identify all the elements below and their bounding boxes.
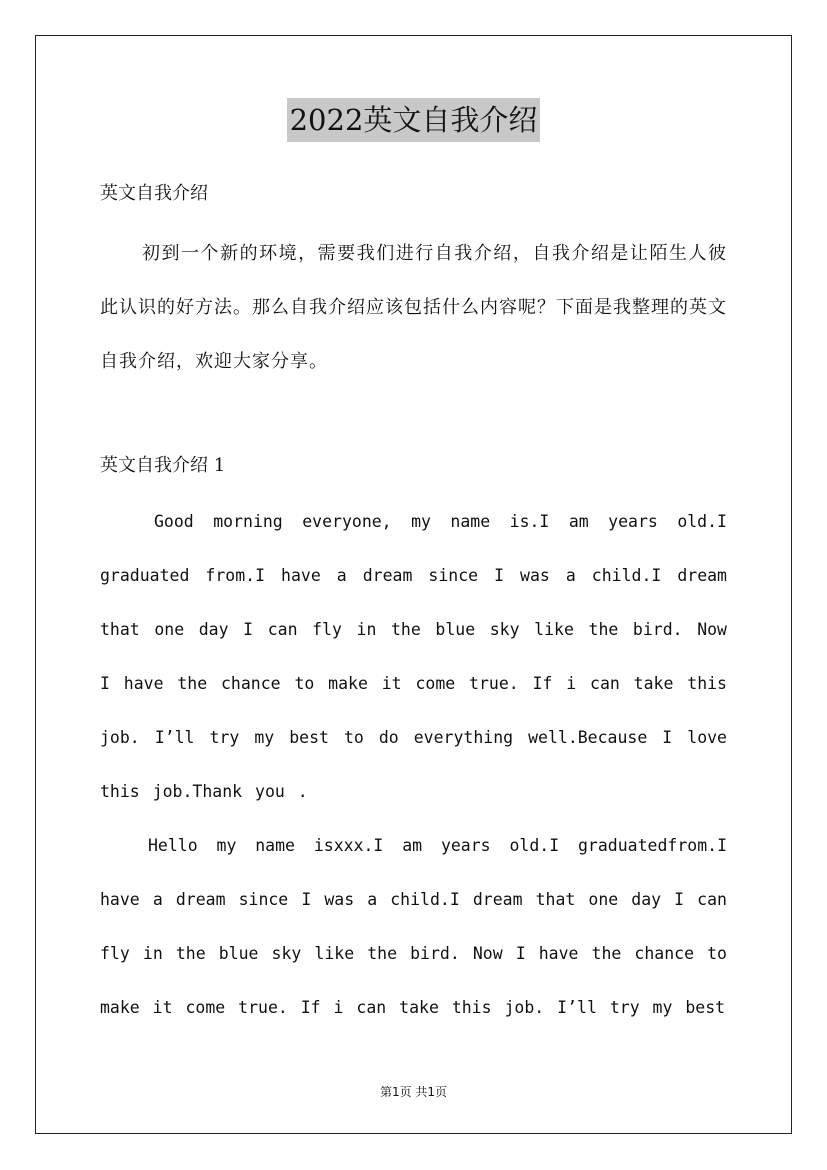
section-heading: 英文自我介绍	[100, 183, 208, 204]
english-paragraph-1: Good morning everyone, my name is.I am years old.I graduated from.I have a dream since I was a child.I dream that one day I can fly in the blue sky like the bird. Now I have the chance to make it come true. If i can take this job. I’ll try my best to do everything well.Because I love this job.Thank you .	[100, 512, 727, 801]
paragraph-spacer	[100, 389, 727, 446]
intro-paragraph: 初到一个新的环境，需要我们进行自我介绍，自我介绍是让陌生人彼此认识的好方法。那么自我介绍应该包括什么内容呢？下面是我整理的英文自我介绍，欢迎大家分享。	[100, 243, 727, 372]
subheading-1: 英文自我介绍 1	[100, 455, 226, 476]
english-paragraph-2: Hello my name isxxx.I am years old.I graduatedfrom.I have a dream since I was a child.I dream that one day I can fly in the blue sky like the bird. Now I have the chance to make it come true. If i can take this job. I’ll try my best	[100, 836, 727, 1017]
page-footer: 第1页 共1页	[379, 1085, 448, 1099]
title-container	[0, 98, 827, 142]
document-title: 2022英文自我介绍	[287, 98, 541, 142]
document-body	[100, 174, 727, 1035]
